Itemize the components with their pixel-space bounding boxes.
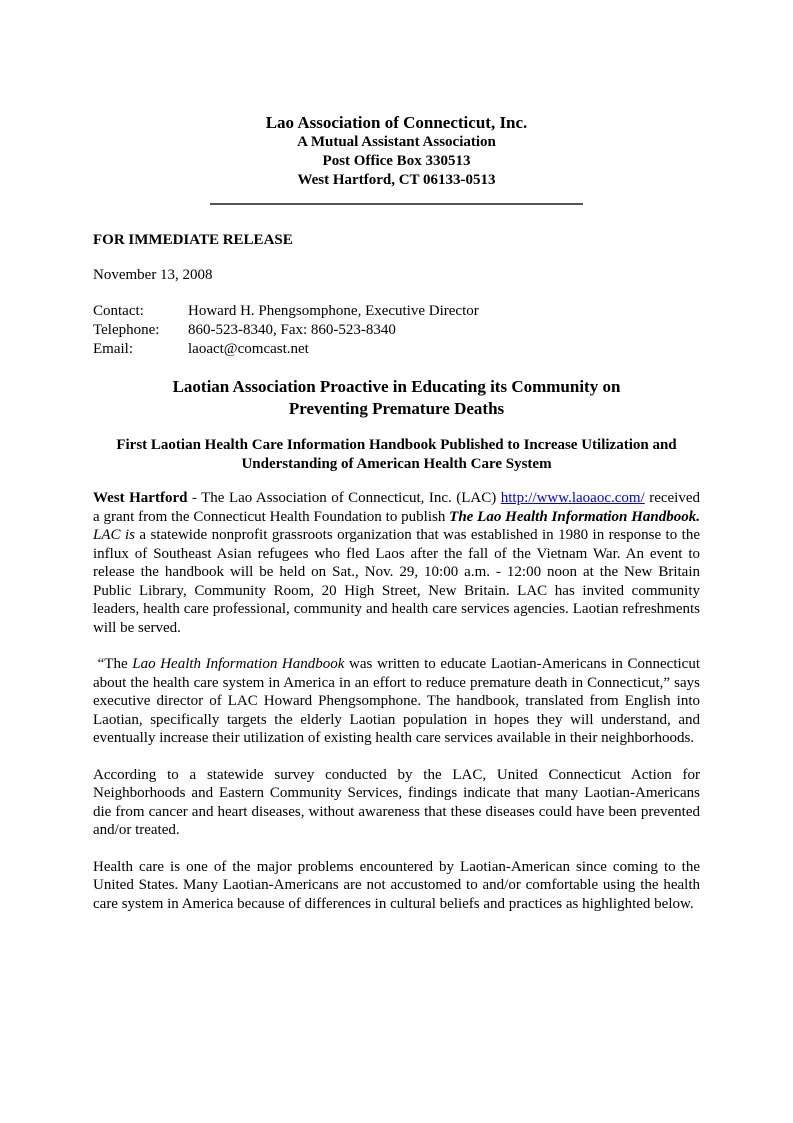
paragraph-quote: [93, 655, 700, 748]
letterhead-divider-rule: [210, 203, 583, 205]
paragraph-text: “The: [93, 656, 133, 672]
contact-row-telephone: [93, 321, 700, 340]
paragraph-text: a statewide nonprofit grassroots organization that was established in 1980 in response to the influx of Southeast Asian refugees who fled Laos after the fall of the Vietnam War. An event to release the handbook will be held on Sat., Nov. 29, 10:00 a.m. - 12:00 noon at the New Britain Public Library, Community Room, 20 High Street, New Britain. LAC has invited community leaders, health care professional, community and health care services agencies. Laotian refreshments will be served.: [93, 527, 700, 636]
letterhead: [93, 112, 700, 205]
contact-block: [93, 302, 700, 359]
headline-line-1: Laotian Association Proactive in Educating its Community on: [172, 377, 621, 396]
handbook-title-italic: Lao Health Information Handbook: [132, 656, 345, 672]
headline: [93, 376, 700, 420]
dateline: West Hartford: [93, 490, 188, 506]
paragraph-lead: [93, 489, 700, 637]
paragraph-text: received a grant from the Connecticut Health Foundation to publish: [93, 490, 701, 525]
contact-row-email: [93, 340, 700, 359]
subheadline: [93, 436, 700, 474]
headline-line-2: Preventing Premature Deaths: [288, 399, 505, 418]
org-city-state-zip: West Hartford, CT 06133-0513: [297, 172, 496, 188]
telephone-label: Telephone:: [93, 322, 160, 338]
release-date: November 13, 2008: [93, 267, 213, 283]
release-label: FOR IMMEDIATE RELEASE: [93, 232, 293, 248]
paragraph-text: was written to educate Laotian-Americans in Connecticut about the health care system in America in an effort to reduce premature death in Connecticut,” says executive director of LAC Howard Phengsomphone. The handbook, translated from English into Laotian, specifically targets the elderly Laotian population in hopes they will understand, and eventually increase their utilization of existing health care services available in their neighborhoods.: [93, 656, 701, 746]
subheadline-line-1: First Laotian Health Care Information Handbook Published to Increase Utilization and: [116, 437, 677, 453]
paragraph-text: - The Lao Association of Connecticut, Inc. (LAC): [187, 490, 501, 506]
subheadline-line-2: Understanding of American Health Care System: [241, 456, 552, 472]
telephone-value: 860-523-8340, Fax: 860-523-8340: [188, 322, 396, 338]
org-type: A Mutual Assistant Association: [297, 134, 496, 150]
contact-label: Contact:: [93, 303, 144, 319]
contact-value: Howard H. Phengsomphone, Executive Director: [188, 303, 479, 319]
laoaoc-website-link[interactable]: http://www.laoaoc.com/: [500, 490, 645, 506]
email-value: laoact@comcast.net: [188, 341, 309, 357]
paragraph-text-italic: LAC is: [93, 527, 135, 543]
contact-row-contact: [93, 302, 700, 321]
org-po-box: Post Office Box 330513: [322, 153, 471, 169]
handbook-title: The Lao Health Information Handbook.: [449, 508, 700, 525]
paragraph-healthcare: Health care is one of the major problems encountered by Laotian-American since coming to the United States. Many Laotian-Americans are not accustomed to and/or comfortable using the health care system in America because of differences in cultural beliefs and practices as highlighted below.: [93, 858, 700, 912]
email-label: Email:: [93, 341, 133, 357]
org-name: Lao Association of Connecticut, Inc.: [265, 113, 528, 132]
paragraph-survey: According to a statewide survey conducted by the LAC, United Connecticut Action for Neighborhoods and Eastern Community Services, findings indicate that many Laotian-Americans die from cancer and heart diseases, without awareness that these diseases could have been prevented and/or treated.: [93, 766, 700, 838]
